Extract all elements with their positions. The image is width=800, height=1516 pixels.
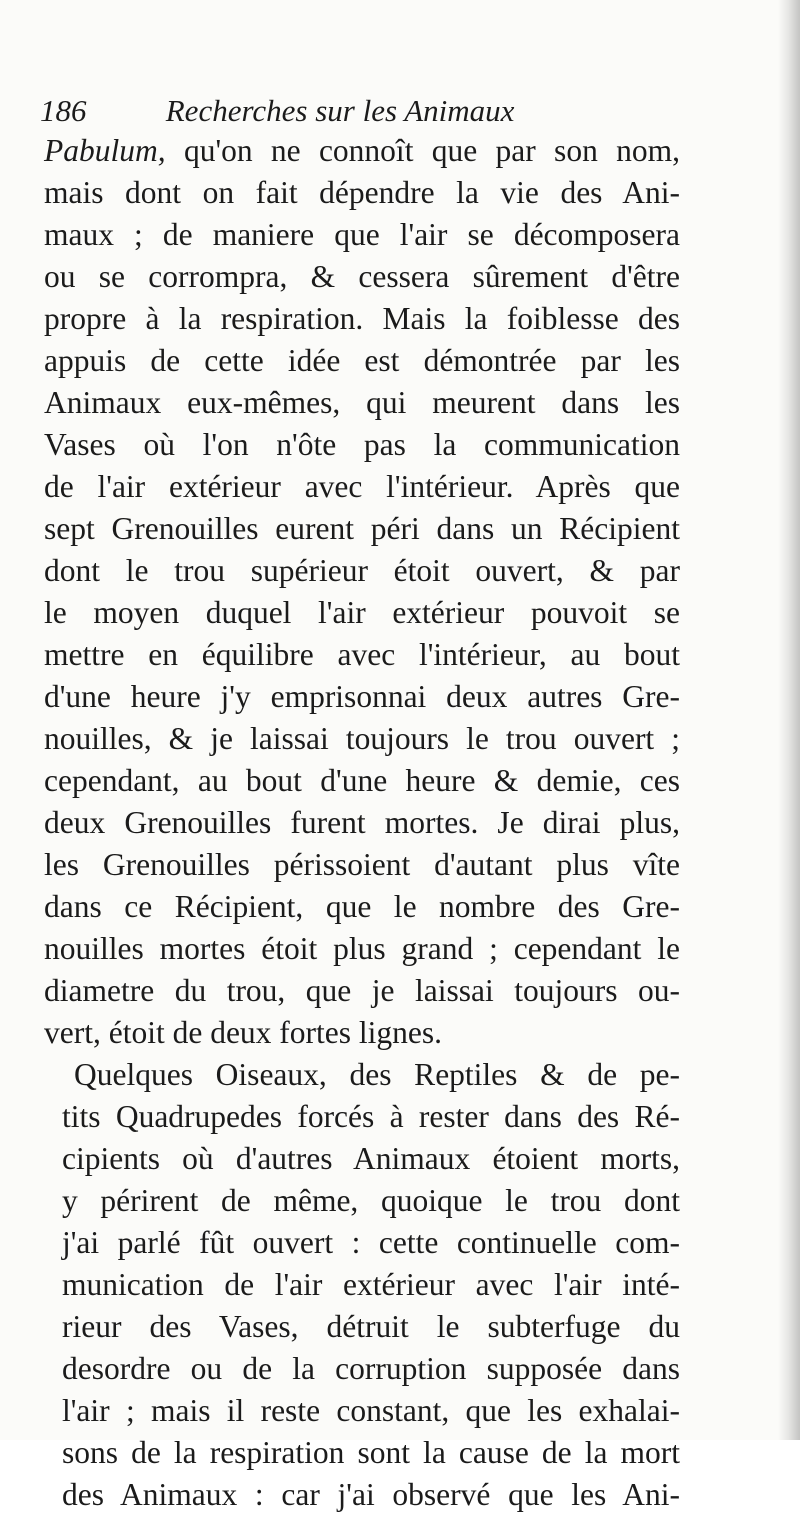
- text-line: sept Grenouilles eurent péri dans un Récipient: [44, 511, 680, 546]
- text-line: Pabulum, qu'on ne connoît que par son nom,: [44, 133, 681, 168]
- text-line: les Grenouilles périssoient d'autant plus vîte: [44, 847, 680, 882]
- text-line: Animaux eux-mêmes, qui meurent dans les: [44, 385, 680, 420]
- text-line: y périrent de même, quoique le trou dont: [62, 1183, 680, 1218]
- text-line: munication de l'air extérieur avec l'air inté-: [62, 1267, 680, 1302]
- text-line: tits Quadrupedes forcés à rester dans des Ré-: [62, 1099, 680, 1134]
- text-line: dans ce Récipient, que le nombre des Gre-: [44, 889, 680, 924]
- text-line: rieur des Vases, détruit le subterfuge du: [62, 1309, 680, 1344]
- text-line: ou se corrompra, & cessera sûrement d'être: [44, 259, 680, 294]
- running-header: [40, 86, 640, 136]
- page-gutter-shadow: [778, 0, 800, 1440]
- text-line: sons de la respiration sont la cause de la mort: [62, 1435, 680, 1470]
- text-line: diametre du trou, que je laissai toujours ou-: [44, 973, 680, 1008]
- text-line: mais dont on fait dépendre la vie des Ani-: [44, 175, 680, 210]
- text-line: appuis de cette idée est démontrée par les: [44, 343, 680, 378]
- paragraph-start-line: Quelques Oiseaux, des Reptiles & de pe-: [74, 1057, 680, 1092]
- text-line: de l'air extérieur avec l'intérieur. Après que: [44, 469, 680, 504]
- page-number: 186: [40, 93, 87, 128]
- text-line: desordre ou de la corruption supposée dans: [62, 1351, 680, 1386]
- text-line: cipients où d'autres Animaux étoient morts,: [62, 1141, 680, 1176]
- text-line: Vases où l'on n'ôte pas la communication: [44, 427, 680, 462]
- text-line: dont le trou supérieur étoit ouvert, & par: [44, 553, 680, 588]
- text-line: nouilles mortes étoit plus grand ; cependant le: [44, 931, 680, 966]
- running-title: Recherches sur les Animaux: [165, 93, 515, 128]
- pabulum-word: Pabulum,: [44, 133, 166, 168]
- text-line: le moyen duquel l'air extérieur pouvoit se: [44, 595, 680, 630]
- body-text: [44, 130, 680, 1516]
- text-line: l'air ; mais il reste constant, que les exhalai-: [62, 1393, 680, 1428]
- text-line: des Animaux : car j'ai observé que les Ani-: [62, 1477, 680, 1512]
- text-line: deux Grenouilles furent mortes. Je dirai plus,: [44, 805, 680, 840]
- paragraph-end-line: vert, étoit de deux fortes lignes.: [44, 1015, 443, 1050]
- text-line: mettre en équilibre avec l'intérieur, au bout: [44, 637, 680, 672]
- text-line: j'ai parlé fût ouvert : cette continuelle com-: [62, 1225, 680, 1260]
- text-line: nouilles, & je laissai toujours le trou ouvert ;: [44, 721, 680, 756]
- text-line: cependant, au bout d'une heure & demie, ces: [44, 763, 680, 798]
- text-line: maux ; de maniere que l'air se décomposera: [44, 217, 680, 252]
- text-line: d'une heure j'y emprisonnai deux autres Gre-: [44, 679, 680, 714]
- text-line: propre à la respiration. Mais la foiblesse des: [44, 301, 680, 336]
